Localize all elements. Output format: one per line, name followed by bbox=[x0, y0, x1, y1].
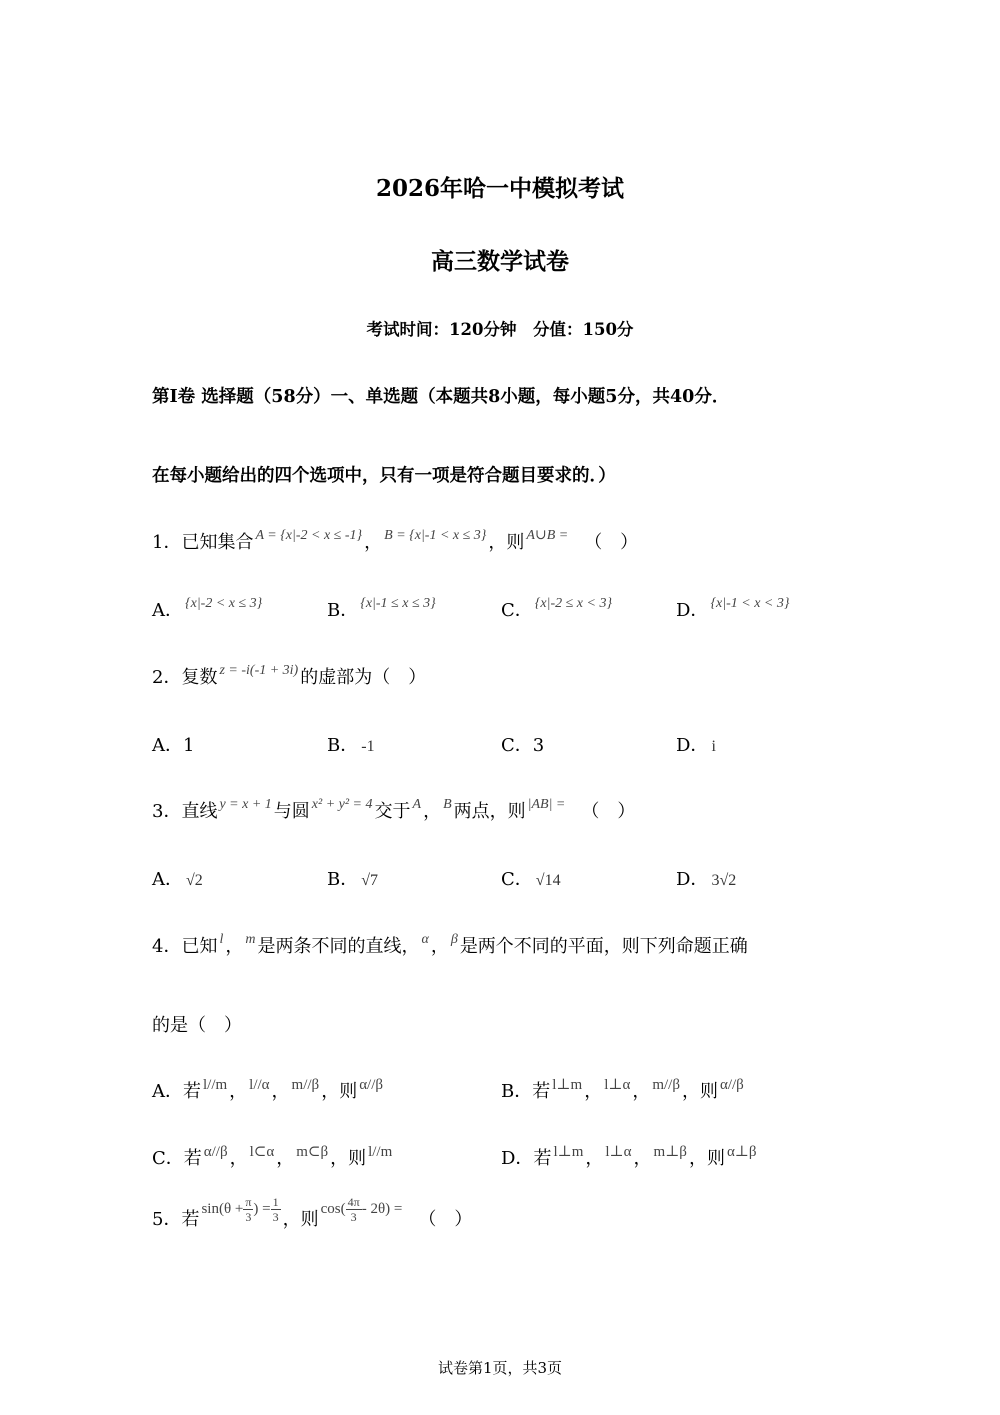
option-label: C． bbox=[152, 1148, 184, 1169]
question-1 bbox=[152, 528, 638, 554]
option-math: {x|-1 < x < 3} bbox=[710, 596, 790, 611]
option-math: {x|-2 < x ≤ 3} bbox=[185, 596, 263, 611]
option-1a bbox=[152, 596, 264, 622]
option-value: √7 bbox=[361, 872, 379, 889]
option-label: A． bbox=[152, 735, 183, 756]
question-number: 4． bbox=[152, 936, 182, 957]
numerator: π bbox=[245, 1195, 252, 1210]
option-label: D． bbox=[501, 1148, 534, 1169]
punctuation: ， bbox=[423, 801, 442, 822]
option-2a bbox=[152, 731, 194, 757]
option-4a: A．若 $^{l//m}$ ， $^{l//\alpha}$ ， $^{m//\beta}$ ，则 $^{\alpha//\beta}$ bbox=[152, 1077, 384, 1102]
exam-info: 考试时间：120分钟 分值：150分 bbox=[366, 320, 634, 339]
question-4-line2: 的是（ ） bbox=[152, 1015, 242, 1036]
option-math: m//β bbox=[291, 1077, 320, 1093]
option-math: m⊥β bbox=[653, 1144, 687, 1160]
option-text: 则 bbox=[699, 1081, 718, 1102]
question-text: 若 bbox=[181, 1209, 200, 1230]
question-text: 交于 bbox=[374, 801, 411, 822]
option-value: √2 bbox=[186, 872, 203, 889]
option-label: A． bbox=[152, 869, 183, 890]
option-text: 则 bbox=[706, 1148, 725, 1169]
option-math: l⊥α bbox=[605, 1144, 632, 1160]
numerator: 4π bbox=[347, 1195, 360, 1210]
question-text: 的虚部为（ ） bbox=[300, 667, 427, 688]
math-union: A∪B = bbox=[526, 528, 569, 543]
option-label: B． bbox=[327, 600, 359, 621]
option-3b bbox=[327, 865, 381, 891]
math-circle: x² + y² = 4 bbox=[311, 797, 373, 812]
option-2b bbox=[327, 731, 378, 757]
option-math: l⊂α bbox=[249, 1144, 275, 1160]
fraction bbox=[243, 1195, 253, 1224]
question-text: ，则 bbox=[282, 1209, 319, 1230]
question-3 bbox=[152, 797, 635, 823]
option-value: i bbox=[711, 738, 716, 755]
option-label: C． bbox=[501, 600, 533, 621]
option-label: D． bbox=[676, 869, 709, 890]
option-math: m⊂β bbox=[296, 1144, 329, 1160]
denominator: 3 bbox=[272, 1210, 279, 1225]
option-math: l⊥m bbox=[553, 1144, 584, 1160]
answer-paren: （ ） bbox=[581, 801, 636, 822]
math-complex: z = -i(-1 + 3i) bbox=[219, 663, 299, 678]
math-text: sin(θ + bbox=[201, 1201, 244, 1217]
option-1b bbox=[327, 596, 438, 622]
option-text: 若 bbox=[533, 1148, 552, 1169]
option-math: l//m bbox=[368, 1144, 393, 1160]
numerator: 1 bbox=[272, 1195, 279, 1210]
fraction bbox=[271, 1195, 281, 1224]
option-label: C． bbox=[501, 869, 533, 890]
page-footer: 试卷第1页，共3页 bbox=[437, 1359, 563, 1377]
question-number: 2． bbox=[152, 667, 182, 688]
fraction bbox=[346, 1195, 362, 1224]
option-math: α⊥β bbox=[726, 1144, 757, 1160]
option-label: D． bbox=[676, 735, 709, 756]
option-label: A． bbox=[152, 600, 183, 621]
option-math: {x|-2 ≤ x < 3} bbox=[534, 596, 613, 611]
question-text: 与圆 bbox=[273, 801, 310, 822]
denominator: 3 bbox=[245, 1210, 252, 1225]
question-text: 是两条不同的直线， bbox=[257, 936, 420, 957]
question-text: 已知集合 bbox=[181, 532, 254, 553]
question-number: 3． bbox=[152, 801, 182, 822]
option-math: {x|-1 ≤ x ≤ 3} bbox=[360, 596, 436, 611]
question-text: 是两个不同的平面，则下列命题正确 bbox=[459, 936, 748, 957]
option-text: 则 bbox=[348, 1148, 367, 1169]
option-label: B． bbox=[327, 869, 359, 890]
option-4c: C．若 $^{\alpha//\beta}$ ， $^{l\subset\alpha}$ ， $^{m\subset\beta}$ ，则 $^{l//m}$ bbox=[152, 1144, 393, 1169]
option-math: l//α bbox=[249, 1077, 270, 1093]
question-text: 两点，则 bbox=[453, 801, 526, 822]
option-4d: D．若 $^{l\perp m}$ ， $^{l\perp\alpha}$ ， $^{m\perp\beta}$ ，则 $^{\alpha\perp\beta}$ bbox=[501, 1144, 757, 1169]
option-value: 1 bbox=[183, 735, 195, 756]
question-2 bbox=[152, 663, 426, 689]
option-value: √14 bbox=[535, 872, 561, 889]
answer-paren: （ ） bbox=[584, 532, 639, 553]
math-set-b: B = {x|-1 < x ≤ 3} bbox=[384, 528, 487, 543]
math-line: y = x + 1 bbox=[219, 797, 272, 812]
punctuation: ， bbox=[225, 936, 244, 957]
punctuation: ， bbox=[430, 936, 449, 957]
math-line-l: l bbox=[219, 932, 224, 947]
question-text: 直线 bbox=[181, 801, 218, 822]
punctuation: ， bbox=[364, 532, 383, 553]
question-text: ，则 bbox=[488, 532, 525, 553]
option-2d bbox=[676, 731, 719, 757]
option-label: C． bbox=[501, 735, 533, 756]
option-3a bbox=[152, 865, 206, 891]
option-math: l//m bbox=[203, 1077, 228, 1093]
option-value: -1 bbox=[361, 738, 375, 755]
math-point-b: B bbox=[443, 797, 452, 812]
option-label: A． bbox=[152, 1081, 183, 1102]
option-text: 则 bbox=[339, 1081, 358, 1102]
math-text: ) = bbox=[253, 1201, 271, 1217]
math-text: - 2θ) = bbox=[361, 1201, 403, 1217]
option-3d bbox=[676, 865, 739, 891]
option-math: α//β bbox=[203, 1144, 228, 1160]
math-text: cos( bbox=[320, 1201, 346, 1217]
option-math: l⊥α bbox=[604, 1077, 631, 1093]
option-math: α//β bbox=[359, 1077, 384, 1093]
math-plane-beta: β bbox=[450, 932, 458, 947]
math-sin-expression bbox=[201, 1195, 280, 1225]
question-4 bbox=[152, 932, 748, 958]
option-label: B． bbox=[327, 735, 359, 756]
math-line-m: m bbox=[245, 932, 256, 947]
option-1c bbox=[501, 596, 614, 622]
math-point-a: A bbox=[412, 797, 422, 812]
option-1d bbox=[676, 596, 791, 622]
option-text: 若 bbox=[532, 1081, 551, 1102]
option-4b: B．若 $^{l\perp m}$ ， $^{l\perp\alpha}$ ， $^{m//\beta}$ ，则 $^{\alpha//\beta}$ bbox=[501, 1077, 744, 1102]
option-math: l⊥m bbox=[552, 1077, 583, 1093]
question-number: 1． bbox=[152, 532, 182, 553]
math-plane-alpha: α bbox=[421, 932, 429, 947]
option-label: D． bbox=[676, 600, 709, 621]
option-3c bbox=[501, 865, 564, 891]
math-set-a: A = {x|-2 < x ≤ -1} bbox=[255, 528, 363, 543]
math-chord: |AB| = bbox=[527, 797, 566, 812]
denominator: 3 bbox=[350, 1210, 357, 1225]
section-header-line1: 第Ⅰ卷 选择题（58分）一、单选题（本题共8小题，每小题5分，共40分． bbox=[152, 387, 730, 407]
exam-title: 2026年哈一中模拟考试 bbox=[375, 175, 624, 202]
question-text: 已知 bbox=[181, 936, 218, 957]
option-text: 若 bbox=[183, 1148, 202, 1169]
math-cos-expression bbox=[320, 1195, 403, 1225]
answer-paren: （ ） bbox=[418, 1209, 473, 1230]
paper-subtitle: 高三数学试卷 bbox=[431, 248, 569, 275]
option-label: B． bbox=[501, 1081, 533, 1102]
section-header-line2: 在每小题给出的四个选项中，只有一项是符合题目要求的．） bbox=[152, 466, 616, 486]
option-text: 若 bbox=[183, 1081, 201, 1102]
option-value: 3√2 bbox=[711, 872, 737, 889]
option-2c bbox=[501, 731, 544, 757]
question-number: 5． bbox=[152, 1209, 182, 1230]
option-math: α//β bbox=[719, 1077, 744, 1093]
option-value: 3 bbox=[532, 735, 545, 756]
option-math: m//β bbox=[652, 1077, 680, 1093]
question-text: 复数 bbox=[181, 667, 218, 688]
